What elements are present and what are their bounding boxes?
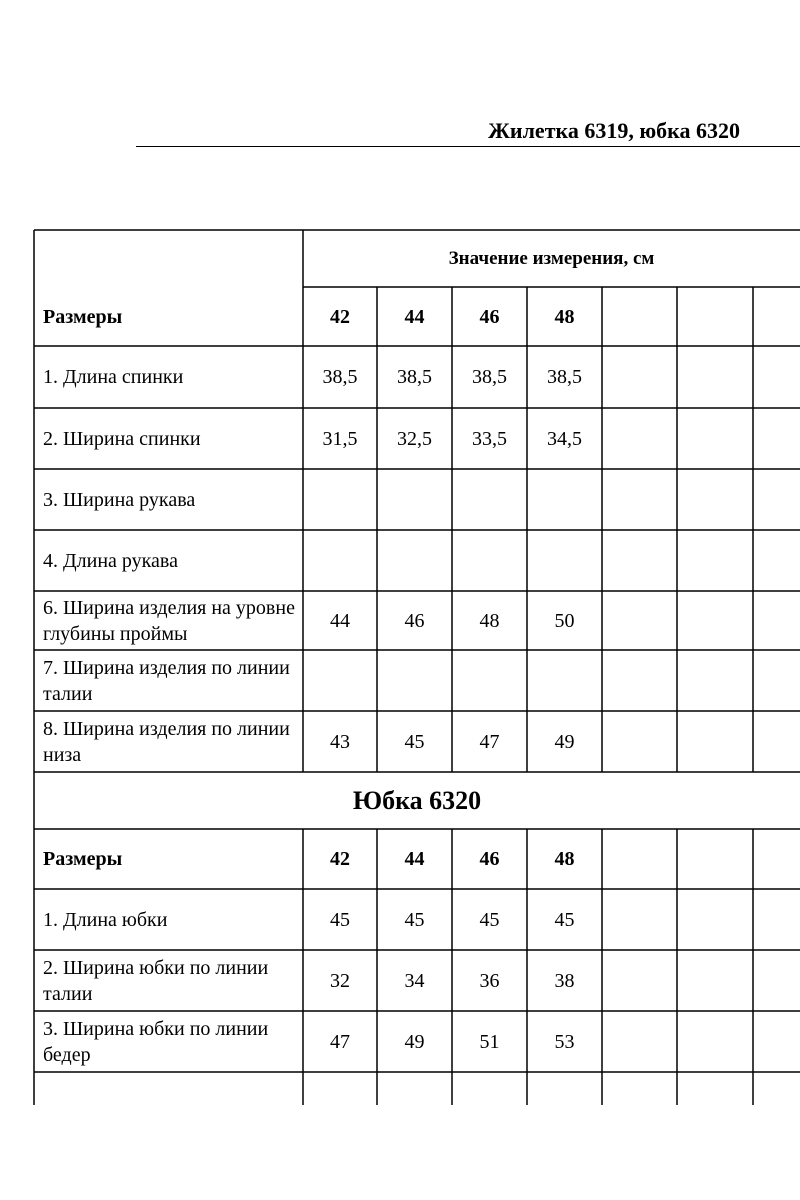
vest-row-value [377,650,452,711]
skirt-size-42: 42 [330,848,350,870]
vest-row-value [452,469,527,530]
vest-row-value: 44 [330,609,350,632]
vest-row-value: 38,5 [322,366,358,388]
skirt-size-44: 44 [404,848,425,870]
vest-row-value [303,469,377,530]
vest-row-value: 47 [479,730,500,753]
skirt-row-value: 32 [330,969,350,992]
vest-size-42: 42 [330,305,350,328]
vest-row-label: 3. Ширина рукава [43,488,196,511]
vest-size-label: Размеры [43,305,123,328]
vest-row-value: 31,5 [322,427,358,450]
skirt-row-label: 3. Ширина юбки по линии бедер [43,1017,269,1066]
skirt-row-value: 45 [404,908,425,931]
document-title: Жилетка 6319, юбка 6320 [488,118,740,143]
vest-row-value: 38,5 [397,366,432,388]
vest-row-value [303,530,377,591]
vest-row-value [527,650,602,711]
skirt-row-label: 2. Ширина юбки по линии талии [43,956,269,1005]
vest-row-value: 45 [404,730,425,753]
skirt-row-value: 53 [554,1030,575,1053]
vest-row-value: 38,5 [472,366,507,388]
vest-row-value [527,530,602,591]
vest-row-value [377,530,452,591]
skirt-row-value: 45 [479,908,500,931]
skirt-row-value: 38 [554,969,575,992]
vest-row-value: 46 [404,609,425,632]
skirt-row-value: 36 [479,969,500,992]
vest-row-value [303,650,377,711]
skirt-row-value: 34 [404,969,425,992]
vest-row-value: 34,5 [547,427,582,450]
vest-row-value: 38,5 [547,366,582,388]
skirt-row-value: 45 [554,908,575,931]
vest-size-44: 44 [404,305,425,328]
vest-row-label: 4. Длина рукава [43,549,178,572]
measure-header: Значение измерения, см [448,247,655,269]
skirt-size-48: 48 [554,848,575,870]
skirt-size-46: 46 [479,848,500,870]
skirt-section-title: Юбка 6320 [352,785,482,815]
vest-row-label: 2. Ширина спинки [43,427,201,450]
vest-row-value [452,650,527,711]
skirt-row-value: 45 [330,908,350,931]
vest-row-label: 6. Ширина изделия на уровне глубины проймы [43,596,295,645]
vest-row-value [527,469,602,530]
vest-row-value: 32,5 [397,427,432,450]
vest-size-48: 48 [554,305,575,328]
vest-size-46: 46 [479,305,500,328]
title-underline [136,146,800,147]
skirt-row-value: 51 [479,1030,500,1053]
vest-row-value: 49 [554,730,575,753]
vest-row-value: 48 [479,609,500,632]
vest-row-value: 33,5 [472,427,507,450]
vest-row-value: 50 [554,609,575,632]
vest-row-value [377,469,452,530]
vest-row-label: 7. Ширина изделия по линии талии [43,656,290,705]
vest-row-value [452,530,527,591]
vest-row-label: 1. Длина спинки [43,366,184,388]
vest-row-label: 8. Ширина изделия по линии низа [43,717,290,766]
skirt-row-value: 47 [330,1030,350,1053]
vest-row-value: 43 [330,730,350,753]
skirt-size-label: Размеры [43,848,123,870]
skirt-row-value: 49 [404,1030,425,1053]
skirt-row-label: 1. Длина юбки [43,908,168,931]
